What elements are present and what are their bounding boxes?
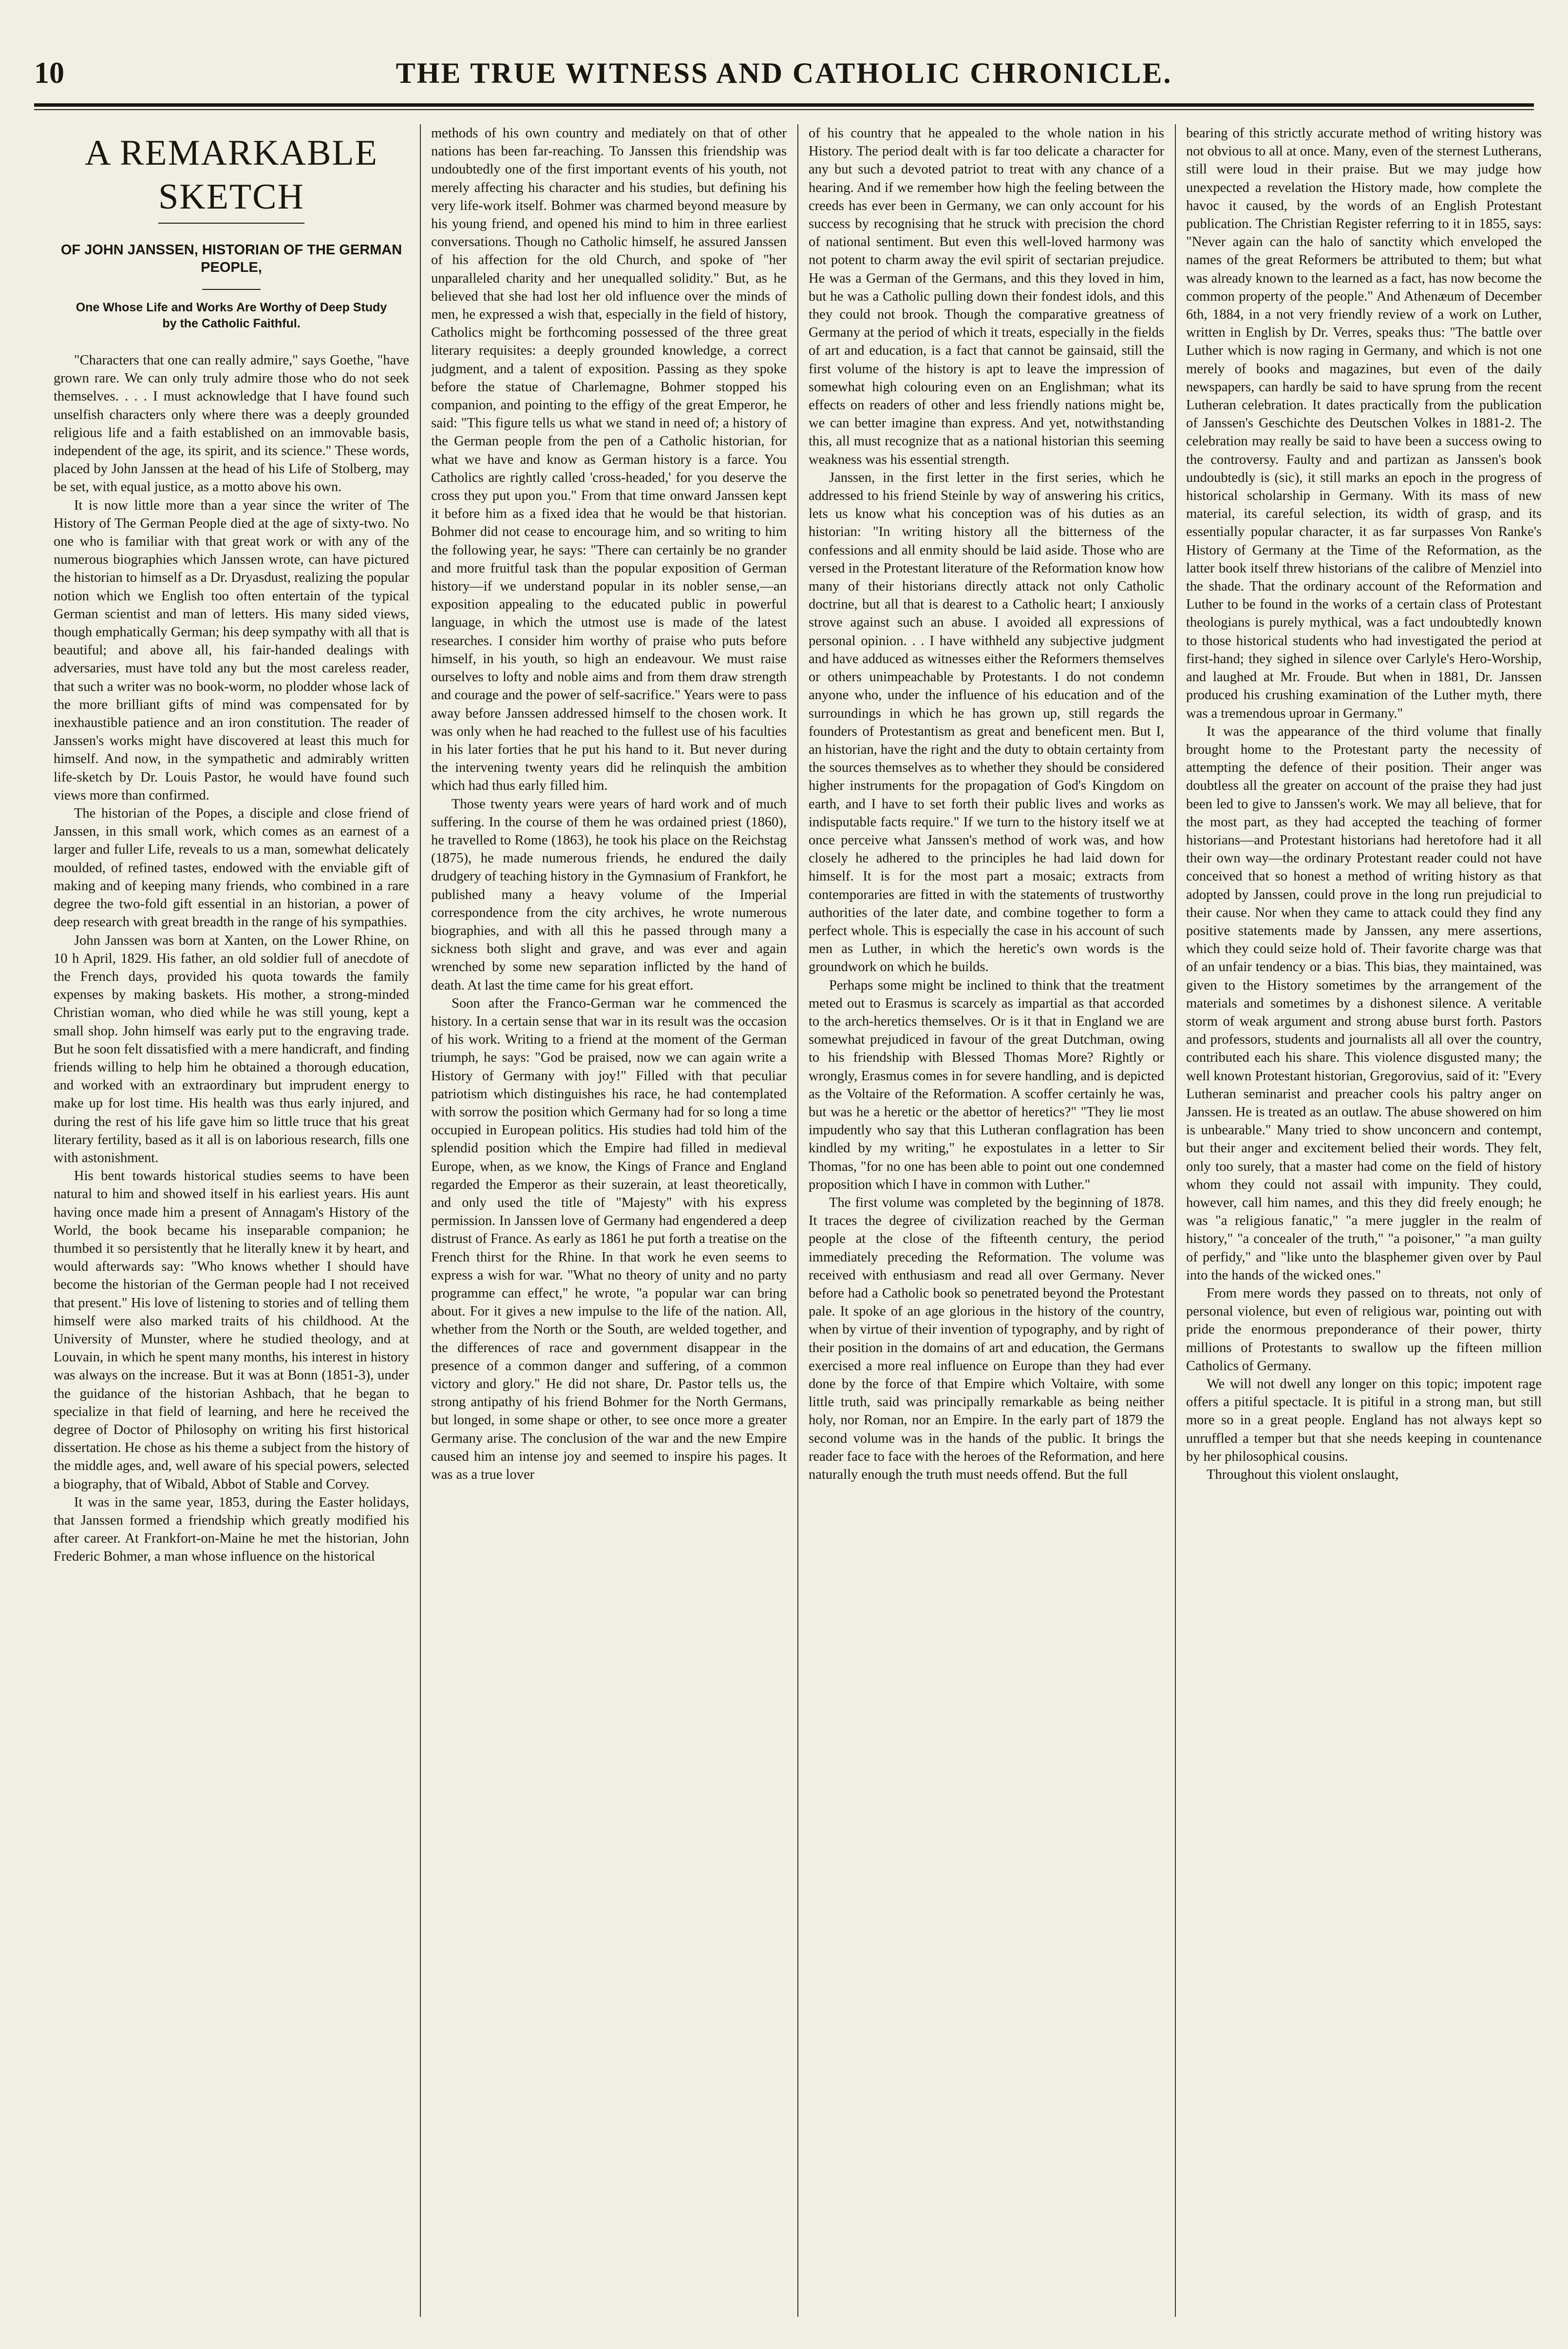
column-divider [420, 124, 421, 2317]
paragraph: We will not dwell any longer on this topic; impotent rage offers a pitiful spectacle. It is pitiful in a strong man, but still more so in a great people. England has not always kept so unruffled a temper but that she needs keeping in countenance by her philosophical cousins. [1186, 1376, 1542, 1464]
paragraph: "Characters that one can really admire," says Goethe, "have grown rare. We can only truly admire those who do not seek themselves. . . . I must acknowledge that I have found such unselfish characters only where there was a deeply grounded religious life and a faith established on an immovable basis, independent of the age, its spirit, and its science." These words, placed by John Janssen at the head of his Life of Stolberg, may be set, with equal justice, as a motto above his own. [54, 353, 409, 495]
column-4 [1186, 124, 1542, 2327]
column-divider [797, 124, 798, 2317]
article-headline: A REMARKABLE SKETCH [85, 133, 378, 217]
paragraph: bearing of this strictly accurate method of writing history was not obvious to all at once. Many, even of the sternest Lutherans, still were loud in their praise. But we may judge how unexpected a revelation the History made, how complete the havoc it caused, by the words of an English Protestant publication. The Christian Register referring to it in 1855, says: "Never again can the halo of sanctity which enveloped the names of the great Reformers be attributed to them; but what was already known to the learned as a fact, has now become the common property of the people." And Athenæum of December 6th, 1884, in a not very friendly review of a work on Luther, written in English by Dr. Verres, speaks thus: "The battle over Luther which is now raging in Germany, and which is not one merely of books and magazines, but even of the daily newspapers, can hardly be said to have sprung from the recent Lutheran celebration. It dates practically from the publication of Janssen's Geschichte des Deutschen Volkes in 1881-2. The celebration may really be said to have been a success owing to the controversy. Faulty and and partizan as Janssen's book undoubtedly is (sic), it still marks an epoch in the progress of historical scholarship in Germany. With its mass of new material, its careful selection, its width of grasp, and its essentially popular character, it as far surpasses Von Ranke's History of Germany at the Time of the Reformation, as the latter book itself threw historians of the calibre of Menziel into the shade. That the ordinary account of the Reformation and Luther to be found in the works of a certain class of Protestant theologians is purely mythical, was a fact undoubtedly known to those historical students who had investigated the period at first-hand; they sighed in silence over Carlyle's Hero-Worship, and laughed at Mr. Froude. But when in 1881, Dr. Janssen produced his crushing examination of the Luther myth, there was a tremendous uproar in Germany." [1186, 126, 1542, 721]
paragraph: Janssen, in the first letter in the first series, which he addressed to his friend Steinle by way of answering his critics, lets us know what his conception was of his duties as an historian: "In writing history all the bitterness of the confessions and all enmity should be laid aside. Those who are versed in the Protestant literature of the Reformation know how many of their historians directly attack not only Catholic doctrine, but all that is dearest to a Catholic heart; I anxiously strove against such an abuse. I avoided all expressions of personal opinion. . . I have withheld any subjective judgment and have adduced as witnesses either the Reformers themselves or others unimpeachable by Protestants. I do not condemn anyone who, under the influence of his education and of the surroundings in which he has grown up, still regards the founders of Protestantism as great and beneficent men. But I, an historian, have the right and the duty to obtain certainty from the sources themselves as to whether they should be considered higher instruments for the propagation of God's Kingdom on earth, and I have to set forth their public lives and works as indisputable facts require." If we turn to the history itself we at once perceive what Janssen's method of work was, and how closely he adhered to the principles he had laid down for himself. It is for the most part a mosaic; extracts from contemporaries are fitted in with the statements of trustworthy authorities of the later date, and combine together to form a perfect whole. This is especially the case in his account of such men as Luther, in which the heretic's own words is the groundwork on which he builds. [809, 470, 1164, 975]
subhead-rule [202, 289, 261, 290]
newspaper-title: THE TRUE WITNESS AND CATHOLIC CHRONICLE. [396, 57, 1172, 89]
paragraph: Soon after the Franco-German war he commenced the history. In a certain sense that war in its result was the occasion of his work. Writing to a friend at the moment of the German triumph, he says: "God be praised, now we can again write a History of Germany with joy!" Filled with that peculiar patriotism which distinguishes his race, he had contemplated with sorrow the position which Germany had for so long a time occupied in European politics. His studies had told him of the splendid position which the Empire had filled in medieval Europe, when, as we know, the Kings of France and England regarded the Emperor as their suzerain, at least theoretically, and only used the title of "Majesty" with his express permission. In Janssen love of Germany had engendered a deep distrust of France. As early as 1861 he put forth a treatise on the French thirst for the Rhine. In that work he even seems to express a wish for war. "What no theory of unity and no party programme can effect," he wrote, "a popular war can bring about. For it gives a new impulse to the life of the nation. All, whether from the North or the South, are welded together, and the differences of race and government disappear in the presence of a common danger and suffering, of a common victory and glory." He did not share, Dr. Pastor tells us, the strong antipathy of his friend Bohmer for the North Germans, but longed, in some shape or other, to see once more a greater Germany arise. The conclusion of the war and the new Empire caused him an intense joy and seemed to inspire his pages. It was as a true lover [431, 995, 787, 1483]
article-deck: One Whose Life and Works Are Worthy of Deep Study by the Catholic Faithful. [76, 301, 387, 330]
paragraph: of his country that he appealed to the whole nation in his History. The period dealt with is far too delicate a character for any but such a devoted patriot to treat with any chance of a hearing. And if we remember how high the feeling between the creeds has ever been in Germany, we can only account for his success by recognising that he struck with precision the chord of national sentiment. But even this well-loved harmony was not potent to charm away the evil spirit of sectarian prejudice. He was a German of the Germans, and this they loved in him, but he was a Catholic pulling down their fondest idols, and this they could not brook. Though the comparative greatness of Germany at the period of which it treats, especially in the fields of art and education, is a fact that cannot be gainsaid, still the first volume of the history is apt to leave the impression of somewhat high colouring even on an Englishman; what its effects on readers of other and less friendly nations might be, we can better imagine than express. And yet, notwithstanding this, all must recognize that as a national historian this seeming weakness was his essential strength. [809, 126, 1164, 467]
paragraph: John Janssen was born at Xanten, on the Lower Rhine, on 10 h April, 1829. His father, an old soldier full of anecdote of the French days, provided his quota towards the family expenses by making baskets. His mother, a strong-minded Christian woman, who died while he was still young, kept a small shop. John himself was early put to the engraving trade. But he soon felt dissatisfied with a mere handicraft, and finding friends willing to help him he obtained a thorough education, and worked with an extraordinary but imprudent energy to make up for lost time. His health was thus early injured, and during the rest of his life gave him so little truce that his great literary fertility, based as it all is on laborious research, fills one with astonishment. [54, 933, 409, 1165]
header-rule [34, 103, 1534, 107]
headline-rule [158, 223, 304, 224]
article-columns [54, 124, 1542, 2327]
paragraph: The first volume was completed by the beginning of 1878. It traces the degree of civilization reached by the German people at the close of the fifteenth century, the period immediately preceding the Reformation. The volume was received with enthusiasm and read all over Germany. Never before had a Catholic book so penetrated beyond the Protestant pale. It spoke of an age glorious in the history of the country, when by virtue of their invention of typography, and by right of their position in the domains of art and education, the Germans exercised a more real influence on Europe than they had ever done by the force of that Empire which Voltaire, with some little truth, said was principally remarkable as being neither holy, nor Roman, nor an Empire. In the early part of 1879 the second volume was in the hands of the public. It brings the reader face to face with the heroes of the Reformation, and here naturally enough the truth must needs offend. But the full [809, 1195, 1164, 1483]
masthead [34, 54, 1534, 93]
page-number: 10 [34, 57, 64, 90]
column-2 [431, 124, 787, 2327]
column-divider [1175, 124, 1176, 2317]
paragraph: Those twenty years were years of hard work and of much suffering. In the course of them he was ordained priest (1860), he travelled to Rome (1863), he took his place on the Reichstag (1875), he made numerous friends, he endured the daily drudgery of teaching history in the Gymnasium of Frankfort, he published many a heavy volume of the Imperial correspondence from the city archives, he wrote numerous biographies, and with all this he passed through many a sickness both slight and grave, and was ever and again wrenched by some new separation inflicted by the hand of death. At last the time came for his great effort. [431, 796, 787, 993]
column-1 [54, 124, 409, 2327]
paragraph: It is now little more than a year since the writer of The History of The German People died at the age of sixty-two. No one who is familiar with that great work or with any of the numerous biographies which Janssen wrote, can have pictured the historian to himself as a Dr. Dryasdust, realizing the popular notion which we English too often entertain of the typical German scientist and man of letters. His many sided views, though emphatically German; his deep sympathy with all that is beautiful; and above all, his fair-handed dealings with adversaries, must have told any but the most careless reader, that such a writer was no book-worm, no plodder whose lack of the more brilliant gifts of mind was compensated for by inexhaustible patience and an iron constitution. The reader of Janssen's works might have discovered at least this much for himself. And now, in the sympathetic and admirably written life-sketch by Dr. Louis Pastor, he would have found such views more than confirmed. [54, 497, 409, 803]
paragraph: It was the appearance of the third volume that finally brought home to the Protestant party the necessity of attempting the defence of their position. Their anger was doubtless all the greater on account of the praise they had just been led to give to Janssen's work. We may all believe, that for the most part, as they had accepted the teaching of former historians—and Protestant historians had heretofore had it all their own way—the ordinary Protestant reader could not have conceived that so honest a method of writing history as that adopted by Janssen, could prove in the long run prejudicial to their cause. Nor when they came to attack could they find any positive statements made by Janssen, any mere assertions, which they could seize hold of. Their favorite charge was that of an unfair tendency or a bias. This bias, they maintained, was given to the History sometimes by the arrangement of the materials and sometimes by a dishonest silence. A veritable storm of weak argument and strong abuse burst forth. Pastors and professors, students and journalists all all over the country, contributed each his share. This violence disgusted many; the well known Protestant historian, Gregorovius, said of it: "Every Lutheran seminarist and preacher cools his paltry anger on Janssen. He is treated as an outlaw. The abuse showered on him is unbearable." Many tried to show unconcern and contempt, but their anger and excitement belied their words. They felt, only too surely, that a master had come on the field of history whom they could not assail with impunity. They could, however, call him names, and this they did freely enough; he was "a religious fanatic," "a mere juggler in the realm of history," "a concealer of the truth," "a poisoner," "a man guilty of perfidy," and "like unto the blasphemer given over by Paul into the hands of the wicked ones." [1186, 724, 1542, 1283]
paragraph: Perhaps some might be inclined to think that the treatment meted out to Erasmus is scarcely as impartial as that accorded to the arch-heretics themselves. Or is it that in England we are somewhat prejudiced in favour of the great Dutchman, owing to his friendship with Blessed Thomas More? Rightly or wrongly, Erasmus comes in for severe handling, and is depicted as the Voltaire of the Reformation. A scoffer certainly he was, but was he a heretic or the abettor of heretics?" "They lie most impudently who say that this Lutheran conflagration has been kindled by my writing," he expostulates in a letter to Sir Thomas, "for no one has been able to point out one condemned proposition which I have in common with Luther." [809, 977, 1164, 1192]
header-rule-thin [34, 109, 1534, 110]
article-subhead: OF JOHN JANSSEN, HISTORIAN OF THE GERMAN PEOPLE, [60, 242, 402, 275]
paragraph: The historian of the Popes, a disciple and close friend of Janssen, in this small work, which comes as an earnest of a larger and fuller Life, reveals to us a man, somewhat delicately moulded, of refined tastes, endowed with the enviable gift of making and of keeping many friends, who combined in a rare degree the two-fold gift essential in an historian, a power of deep research with great breadth in the range of his sympathies. [54, 806, 409, 930]
column-3 [809, 124, 1164, 2327]
paragraph: Throughout this violent onslaught, [1207, 1467, 1399, 1483]
paragraph: His bent towards historical studies seems to have been natural to him and showed itself in his earliest years. His aunt having once made him a present of Annagam's History of the World, the book became his inseparable companion; he thumbed it so persistently that he literally knew it by heart, and would afterwards say: "Who knows whether I should have become the historian of the German people had I not received that present." His love of listening to stories and of telling them himself were also marked traits of his childhood. At the University of Munster, where he studied theology, and at Louvain, in which he spent many months, his interest in history was always on the increase. But it was at Bonn (1851-3), under the guidance of the historian Ashbach, that he began to specialize in that field of learning, and here he received the degree of Doctor of Philosophy on writing his first historical dissertation. He chose as his theme a subject from the history of the middle ages, and, well aware of his special powers, selected a biography, that of Wibald, Abbot of Stable and Corvey. [54, 1168, 409, 1492]
paragraph: It was in the same year, 1853, during the Easter holidays, that Janssen formed a friendship which greatly modified his after career. At Frankfort-on-Maine he met the historian, John Frederic Bohmer, a man whose influence on the historical [54, 1494, 409, 1565]
paragraph: methods of his own country and mediately on that of other nations has been far-reaching. To Janssen this friendship was undoubtedly one of the first important events of his youth, not merely affecting his character and his studies, but defining his very life-work itself. Bohmer was charmed beyond measure by his young friend, and opened his mind to him in three earliest conversations. Though no Catholic himself, he assured Janssen of his affection for the old Church, and spoke of "her unparalleled charity and her unequalled solidity." But, as he believed that she had lost her old influence over the minds of men, he expressed a wish that, especially in the field of history, Catholics might be forthcoming possessed of the three great literary requisites: a deeply grounded knowledge, a correct judgment, and a talent of exposition. Passing as they spoke before the statue of Charlemagne, Bohmer stopped his companion, and pointing to the effigy of the great Emperor, he said: "This figure tells us what we stand in need of; a history of the German people from the pen of a Catholic historian, for what we have and know as German history is a farce. You Catholics are rightly called 'cross-headed,' for you deserve the cross they put upon you." From that time onward Janssen kept it before him as a fixed idea that he would be that historian. Bohmer did not cease to encourage him, and so writing to him the following year, he says: "There can certainly be no grander and more fruitful task than the popular exposition of German history—if we understand popular in its nobler sense,—an exposition appealing to the educated public in powerful language, in which the utmost use is made of the latest researches. I consider him worthy of praise who puts before himself, in his youth, so high an endeavour. We must raise ourselves to lofty and noble aims and from them draw strength and courage and the power of self-sacrifice." Years were to pass away before Janssen addressed himself to the chosen work. It was only when he had reached to the fullest use of his faculties in his later forties that he put his hand to it. But never during the intervening twenty years did he relinquish the ambition which had thus early filled him. [431, 126, 787, 794]
paragraph: From mere words they passed on to threats, not only of personal violence, but even of religious war, pointing out with pride the enormous preponderance of their power, thirty millions of Protestants to swallow up the fifteen million Catholics of Germany. [1186, 1286, 1542, 1374]
